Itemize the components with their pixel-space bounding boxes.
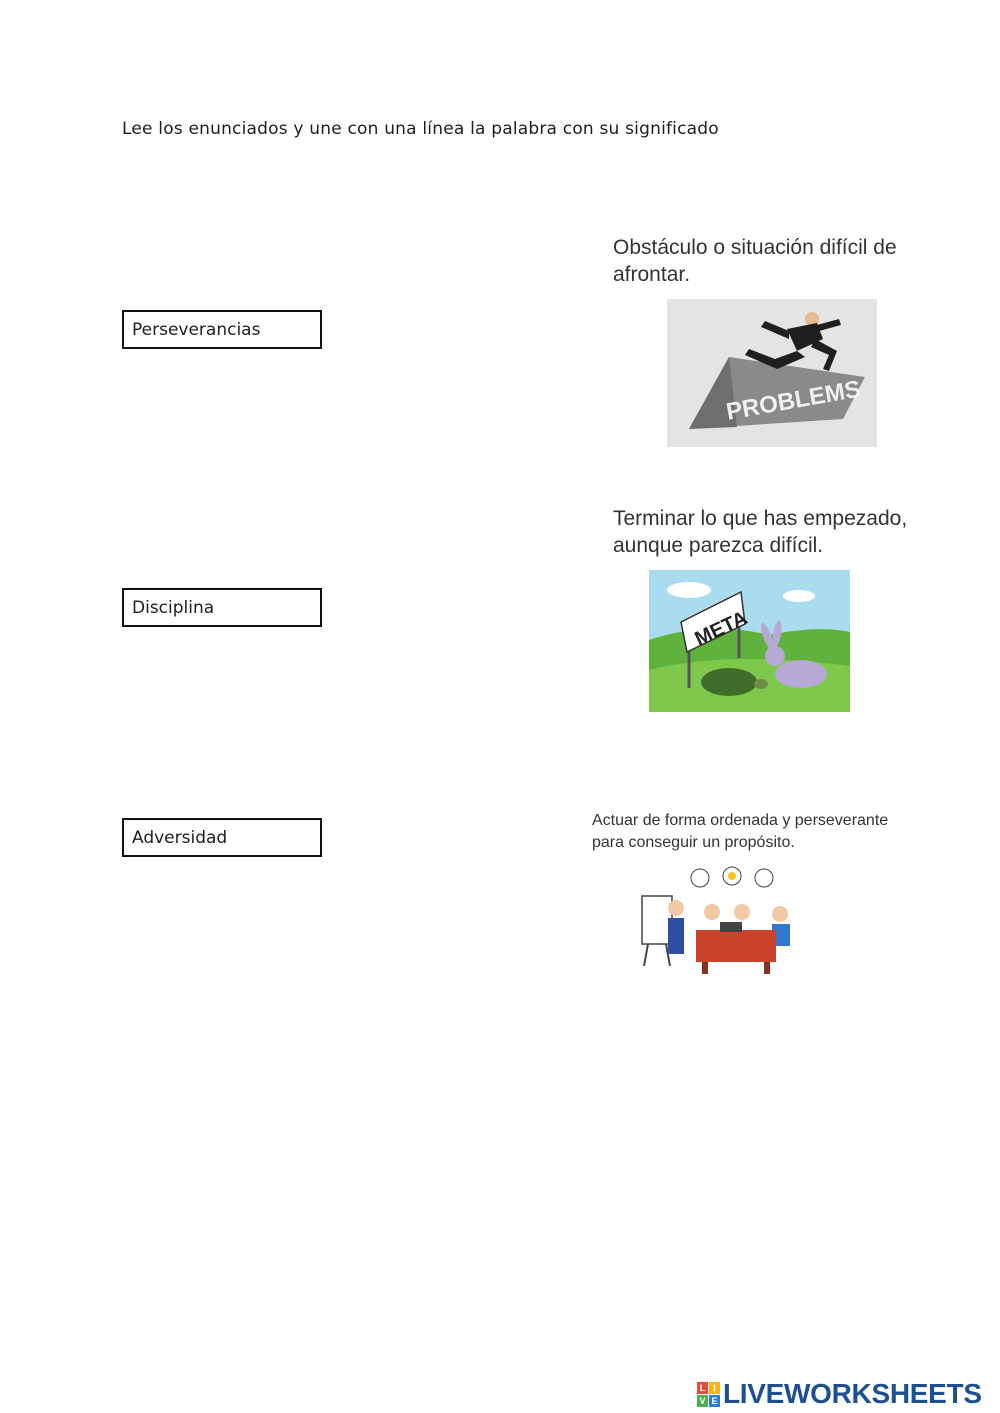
definition-3[interactable]	[592, 810, 952, 853]
meta-text: META	[691, 607, 751, 651]
word-box-disciplina[interactable]: Disciplina	[122, 588, 322, 627]
problems-text: PROBLEMS	[724, 375, 863, 426]
instruction-text: Lee los enunciados y une con una línea la palabra con su significado	[122, 119, 719, 139]
liveworksheets-logo-icon	[697, 1382, 720, 1407]
logo-letter-v: V	[697, 1395, 708, 1407]
word-box-perseverancias[interactable]: Perseverancias	[122, 310, 322, 349]
definition-2-line1: Terminar lo que has empezado,	[613, 507, 908, 530]
logo-letter-e: E	[709, 1395, 720, 1407]
definition-2-line2: aunque parezca difícil.	[613, 534, 824, 558]
brand-name: LIVEWORKSHEETS	[723, 1378, 982, 1409]
liveworksheets-brand[interactable]	[697, 1377, 982, 1411]
definition-1-line2: afrontar.	[613, 263, 691, 287]
definition-1-line1: Obstáculo o situación difícil de	[613, 236, 897, 259]
logo-letter-i: I	[709, 1382, 720, 1394]
definition-3-line2: para conseguir un propósito.	[592, 833, 795, 851]
definition-2[interactable]	[613, 505, 973, 560]
definition-3-line1: Actuar de forma ordenada y perseverante	[592, 812, 889, 829]
illustration-team-meeting	[640, 862, 810, 980]
illustration-tortoise-hare	[649, 570, 850, 712]
definition-1[interactable]	[613, 234, 953, 289]
logo-letter-l: L	[697, 1382, 708, 1394]
illustration-problems	[667, 299, 877, 447]
word-box-adversidad[interactable]: Adversidad	[122, 818, 322, 857]
